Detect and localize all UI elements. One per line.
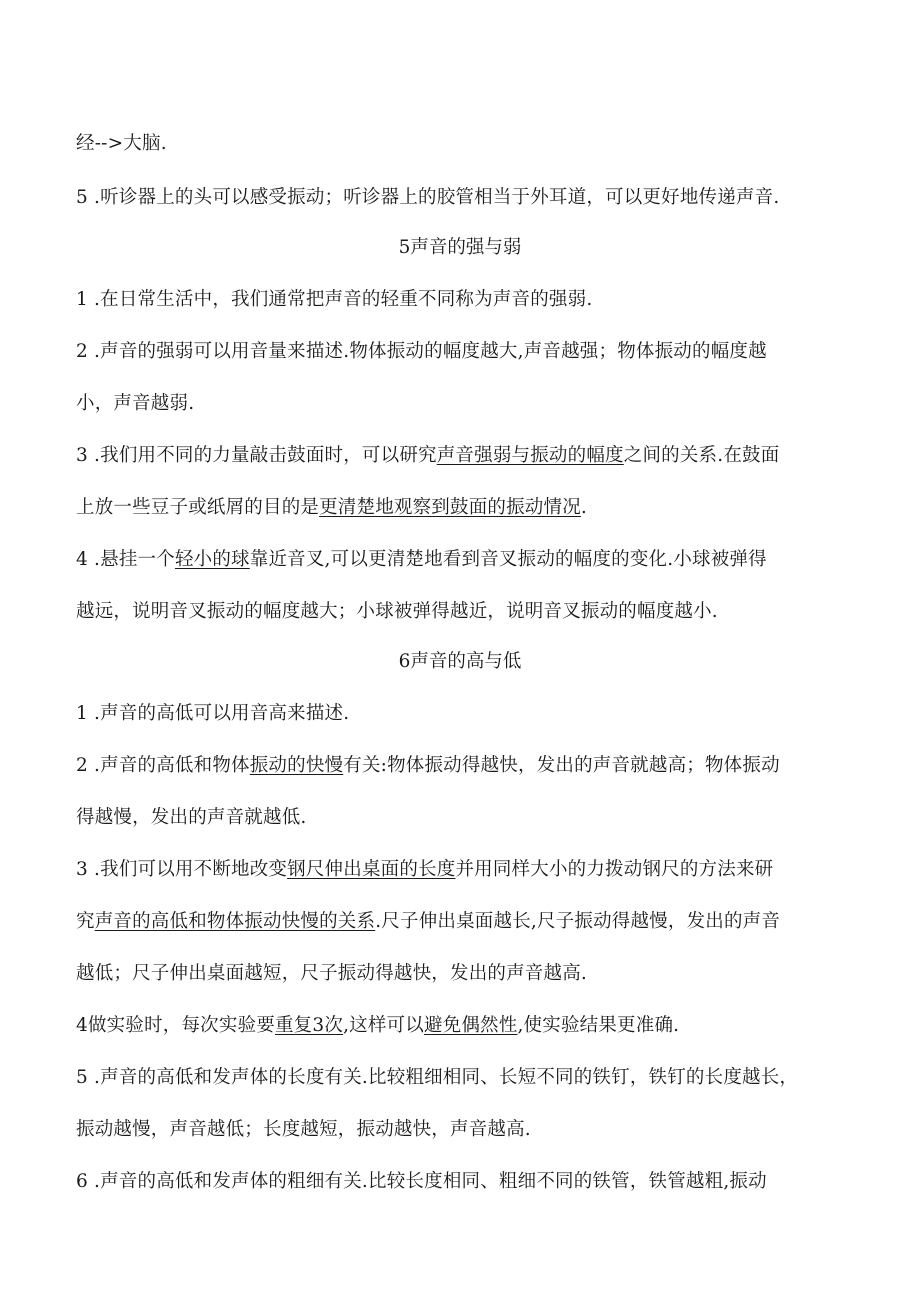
paragraph-volume-3 — [76, 442, 846, 470]
text-segment: 究 — [76, 911, 95, 932]
section-heading-pitch: 6声音的高与低 — [398, 651, 522, 672]
paragraph-volume-3-cont — [76, 494, 846, 522]
paragraph-volume-1 — [76, 286, 846, 314]
text-segment: 越低；尺子伸出桌面越短，尺子振动得越快，发出的声音越高. — [76, 963, 587, 984]
text-segment: 6 .声音的高低和发声体的粗细有关.比较长度相同、粗细不同的铁管，铁管越粗,振动 — [76, 1171, 767, 1192]
text-segment: ,使实验结果更准确. — [517, 1015, 680, 1036]
section-heading-volume: 5声音的强与弱 — [398, 237, 522, 258]
paragraph-volume-2 — [76, 338, 846, 366]
text-segment: 有关:物体振动得越快，发出的声音就越高；物体振动 — [343, 755, 780, 776]
underlined-answer: 振动的快慢 — [249, 755, 344, 776]
underlined-answer: 更清楚地观察到鼓面的振动情况 — [319, 497, 581, 518]
text-segment: . — [580, 497, 588, 518]
text-segment: 并用同样大小的力拨动钢尺的方法来研 — [455, 859, 774, 880]
paragraph-pitch-1 — [76, 700, 846, 728]
paragraph-pitch-4 — [76, 1012, 846, 1040]
text-segment: 2 .声音的高低和物体 — [76, 755, 250, 776]
underlined-answer: 声音强弱与振动的幅度 — [436, 445, 624, 466]
paragraph-pitch-2-cont — [76, 804, 846, 832]
text-segment: 1 .声音的高低可以用音高来描述. — [76, 703, 350, 724]
paragraph-pitch-6 — [76, 1168, 846, 1196]
text-segment: 越远，说明音叉振动的幅度越大；小球被弹得越近，说明音叉振动的幅度越小. — [76, 601, 718, 622]
text-segment: .尺子伸出桌面越长,尺子振动得越慢，发出的声音 — [375, 911, 781, 932]
paragraph-stethoscope — [76, 184, 846, 212]
underlined-answer: 声音的高低和物体振动快慢的关系 — [94, 911, 376, 932]
paragraph-volume-4 — [76, 546, 846, 574]
text-segment: 经-->大脑. — [76, 133, 167, 154]
text-segment: 之间的关系.在鼓面 — [623, 445, 780, 466]
paragraph-pitch-2 — [76, 752, 846, 780]
paragraph-volume-4-cont — [76, 598, 846, 626]
underlined-answer: 重复3次 — [274, 1015, 344, 1036]
paragraph-pitch-3-cont — [76, 908, 846, 936]
text-segment: 3 .我们可以用不断地改变 — [76, 859, 288, 880]
paragraph-pitch-3-cont2 — [76, 960, 846, 988]
text-segment: 5 .听诊器上的头可以感受振动；听诊器上的胶管相当于外耳道，可以更好地传递声音. — [76, 187, 780, 208]
text-segment: 2 .声音的强弱可以用音量来描述.物体振动的幅度越大,声音越强；物体振动的幅度越 — [76, 341, 767, 362]
text-segment: ,这样可以 — [343, 1015, 424, 1036]
paragraph-volume-2-cont — [76, 390, 846, 418]
text-segment: 1 .在日常生活中，我们通常把声音的轻重不同称为声音的强弱. — [76, 289, 593, 310]
underlined-answer: 避免偶然性 — [423, 1015, 518, 1036]
text-segment: 3 .我们用不同的力量敲击鼓面时，可以研究 — [76, 445, 437, 466]
text-segment: 上放一些豆子或纸屑的目的是 — [76, 497, 320, 518]
text-segment: 得越慢，发出的声音就越低. — [76, 807, 307, 828]
text-segment: 振动越慢，声音越低；长度越短，振动越快，声音越高. — [76, 1119, 531, 1140]
underlined-answer: 轻小的球 — [174, 549, 250, 570]
text-line-brain — [76, 130, 846, 158]
paragraph-pitch-3 — [76, 856, 846, 884]
text-segment: 5 .声音的高低和发声体的长度有关.比较粗细相同、长短不同的铁钉，铁钉的长度越长， — [76, 1067, 799, 1088]
text-segment: 小，声音越弱. — [76, 393, 195, 414]
paragraph-pitch-5-cont — [76, 1116, 846, 1144]
text-segment: 4 .悬挂一个 — [76, 549, 175, 570]
text-segment: 4做实验时，每次实验要 — [76, 1015, 275, 1036]
text-segment: 靠近音叉,可以更清楚地看到音叉振动的幅度的变化.小球被弹得 — [249, 549, 767, 570]
underlined-answer: 钢尺伸出桌面的长度 — [287, 859, 456, 880]
paragraph-pitch-5 — [76, 1064, 846, 1092]
